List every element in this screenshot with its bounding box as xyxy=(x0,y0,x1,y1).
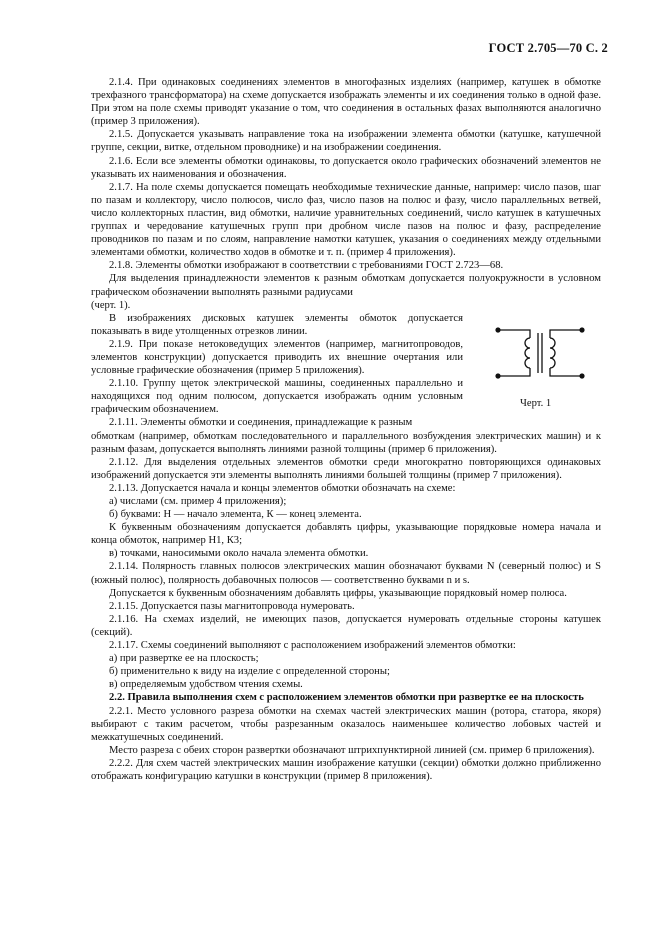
paragraph-2-1-7: 2.1.7. На поле схемы допускается помещать необходимые технические данные, например: число пазов, шаг по пазам и коллектору, число полюсов, число фаз, число пазов на полюс и фазу, число параллельных ветвей, число коллекторных пластин, вид обмотки, наличие уравнительных соединений, число катушек в катушечных группах и чередование катушечных групп при дробном числе пазов на полюс и фазу, распределение проводников по пазам и по слоям, направление намотки катушек, указания о соединениях между отдельными элементами обмотки, количество ходов в обмотке и т. п. (пример 4 приложения). xyxy=(91,181,601,259)
transformer-windings-icon xyxy=(492,320,588,390)
paragraph-2-1-9: 2.1.9. При показе нетоковедущих элементов (например, магнитопроводов, элементов конструкции) допускается приводить их внешние очертания или условные графические обозначения (пример 5 приложения). xyxy=(91,338,463,377)
paragraph-2-1-4: 2.1.4. При одинаковых соединениях элементов в многофазных изделиях (например, катушек в обмотке трехфазного трансформатора) на схеме допускается изображать элементы и их соединения только в одной фазе. При этом на поле схемы приводят указание о том, что соединения в остальных фазах выполняются аналогично (пример 3 приложения). xyxy=(91,77,601,128)
paragraph-2-1-10: 2.1.10. Группу щеток электрической машины, соединенных параллельно и находящихся под одним полюсом, допускается изображать одним условным графическим обозначением. xyxy=(91,378,463,416)
page-header: ГОСТ 2.705—70 С. 2 xyxy=(488,41,608,55)
paragraph-2-1-6: 2.1.6. Если все элементы обмотки одинаковы, то допускается около графических обозначений элементов не указывать их наименования и обозначения. xyxy=(91,155,601,180)
list-item-b-letters: б) буквами: Н — начало элемента, К — конец элемента. xyxy=(109,509,362,521)
figure-caption: Черт. 1 xyxy=(520,398,552,409)
body-text xyxy=(91,76,601,783)
section-heading-2-2: 2.2. Правила выполнения схем с расположением элементов обмотки при развертке ее на плоскость xyxy=(109,692,584,704)
paragraph-2-1-16: 2.1.16. На схемах изделий, не имеющих пазов, допускается нумеровать отдельные стороны катушек (секций). xyxy=(91,613,601,638)
text-beside-figure xyxy=(91,312,463,430)
list-item-b-view: б) применительно к виду на изделие с определенной стороны; xyxy=(109,666,390,678)
paragraph-disc-coils: В изображениях дисковых катушек элементы обмоток допускается показывать в виде утолщенных отрезков линии. xyxy=(91,312,463,337)
paragraph-letter-digits: К буквенным обозначениям допускается добавлять цифры, указывающие порядковые номера начала и конца обмоток, например Н1, К3; xyxy=(91,522,601,547)
paragraph-2-2-2: 2.2.2. Для схем частей электрических машин изображение катушки (секции) обмотки должно приближенно отображать конфигурацию катушки в конструкции (пример 8 приложения). xyxy=(91,757,601,782)
paragraph-chert-ref: (черт. 1). xyxy=(91,299,131,311)
list-item-a-numbers: а) числами (см. пример 4 приложения); xyxy=(109,496,287,507)
paragraph-2-1-11-cont: обмоткам (например, обмоткам последовательного и параллельного возбуждения электрических машин) и к разным фазам, допускается выполнять линиями разной толщины (пример 6 приложения). xyxy=(91,430,601,455)
figure-1 xyxy=(492,320,588,390)
paragraph-2-1-8: 2.1.8. Элементы обмотки изображают в соответствии с требованиями ГОСТ 2.723—68. xyxy=(109,260,504,272)
paragraph-2-1-13: 2.1.13. Допускается начала и концы элементов обмотки обозначать на схеме: xyxy=(109,482,456,494)
paragraph-2-1-15: 2.1.15. Допускается пазы магнитопровода нумеровать. xyxy=(109,600,355,612)
paragraph-2-2-1: 2.2.1. Место условного разреза обмотки на схемах частей электрических машин (ротора, статора, якоря) выбирают с таким расчетом, чтобы разрезанным оказалось наименьшее количество лобовых частей и межкатушечных соединений. xyxy=(91,705,601,743)
list-item-v-dots: в) точками, наносимыми около начала элемента обмотки. xyxy=(109,548,369,560)
list-item-v-readability: в) определяемым удобством чтения схемы. xyxy=(109,679,303,691)
paragraph-2-1-12: 2.1.12. Для выделения отдельных элементов обмотки среди многократно повторяющихся одинаковых изображений допускается эти элементы выполнять линиями большей толщины (пример 7 приложения). xyxy=(91,456,601,481)
paragraph-2-1-17: 2.1.17. Схемы соединений выполняют с расположением изображений элементов обмотки: xyxy=(109,640,516,652)
paragraph-2-1-14: 2.1.14. Полярность главных полюсов электрических машин обозначают буквами N (северный полюс) и S (южный полюс), полярность добавочных полюсов — соответственно буквами n и s. xyxy=(91,561,601,586)
paragraph-pole-digits: Допускается к буквенным обозначениям добавлять цифры, указывающие порядковый номер полюса. xyxy=(109,587,567,599)
paragraph-radii: Для выделения принадлежности элементов к разным обмоткам допускается полуокружности в условном графическом обозначении выполнять разными радиусами xyxy=(91,273,601,298)
paragraph-cut-location: Место разреза с обеих сторон развертки обозначают штрихпунктирной линией (см. пример 6 приложения). xyxy=(109,744,595,756)
paragraph-2-1-11-start: 2.1.11. Элементы обмотки и соединения, принадлежащие к разным xyxy=(109,417,413,429)
paragraph-2-1-5: 2.1.5. Допускается указывать направление тока на изображении элемента обмотки (катушке, катушечной группе, секции, витке, отдельном проводнике) и на изображении соединения. xyxy=(91,129,601,154)
list-item-a-plane: а) при развертке ее на плоскость; xyxy=(109,653,259,665)
